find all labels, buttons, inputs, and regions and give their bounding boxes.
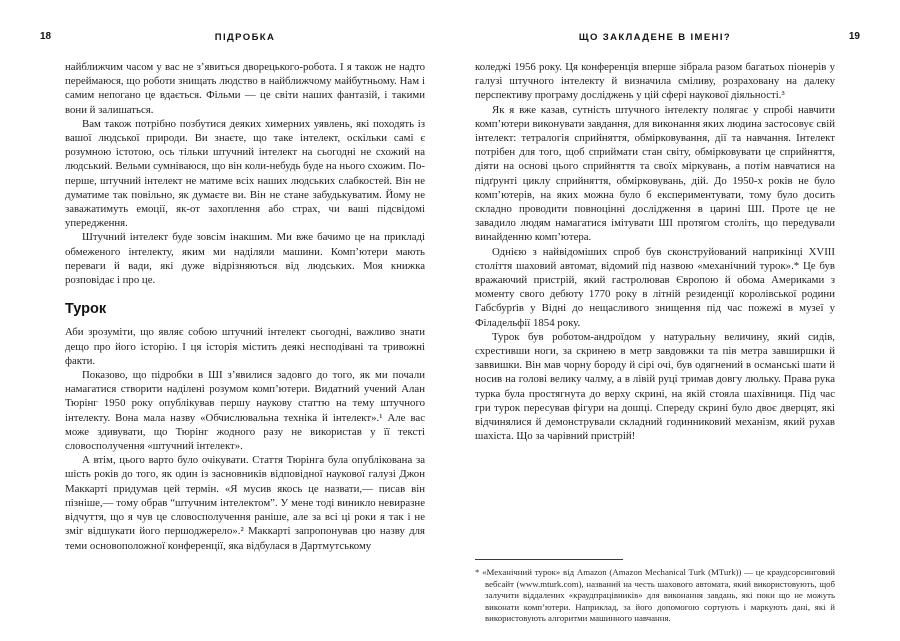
page-number-left: 18 xyxy=(40,31,52,42)
paragraph: А втім, цього варто було очікувати. Стаття Тюрінга була опублікована за шість років до того, як один із засновників відповідної наукової галузі Джон Маккарті придумав цей термін. «Я мусив якось це назвати,— писав він пізніше,— тому обрав “штучним інтелектом”. У мене тоді виникло невиразне відчуття, що я чув це словосполучення раніше, але за всі ці роки я так і не зміг відшукати його першоджерело».² Маккарті запропонував цю назву для теми основоположної конференції, яка відбулася в Дартмутському xyxy=(65,454,425,552)
paragraph: Як я вже казав, сутність штучного інтелекту полягає у спробі навчити комп’ютери виконувати завдання, для виконання яких людина застосовує свій інтелект: тетралогія сприйняття, обмірковування, дії та навчання. Інтелект потрібен для того, щоб сприймати стан світу, обмірковувати це сприйняття, діяти на основі цього сприйняття та своїх міркувань, а потім навчатися на підґрунті циклу сприйняття, обмірковувань, дій. До 1950-х років не було комп’ютерів, на яких можна було б експериментувати, тому було досить складно проводити повноцінні дослідження в царині ШІ. Проте це не завадило людям намагатися імітувати ШІ протягом століть, що передували винайденню комп’ютера. xyxy=(475,103,835,244)
paragraph: Штучний інтелект буде зовсім інакшим. Ми вже бачимо це на прикладі обмеженого інтелекту, яким ми наділяли машини. Комп’ютери мають переваги й вади, які дуже відрізняються від людських. Моя книжка розповідає і про це. xyxy=(65,231,425,287)
text-block-left xyxy=(65,60,425,553)
running-head-right: ЩО ЗАКЛАДЕНЕ В ІМЕНІ? xyxy=(578,32,732,43)
running-head-left: ПІДРОБКА xyxy=(214,32,276,43)
paragraph: найближчим часом у вас не з’явиться дворецького-робота. І я також не надто переймаюся, що роботи знищать людство в найближчому майбутньому. Нам і самим непогано це вдається. Фільми — це світи наших фантазій, і такими вони й залишаться. xyxy=(65,61,425,116)
footnote-block xyxy=(475,559,835,625)
page-number-right: 19 xyxy=(848,31,860,42)
text-block-right xyxy=(475,60,835,443)
page-right xyxy=(450,0,900,641)
paragraph: Аби зрозуміти, що являє собою штучний інтелект сьогодні, важливо знати дещо про його історію. І ця історія містить деякі несподівані та тривожні факти. xyxy=(65,326,425,367)
paragraph: Однією з найвідоміших спроб був сконструйований наприкінці XVIII століття шаховий автомат, відомий під назвою «механічний турок».* Це був вражаючий пристрій, який гастролював Європою й обома Америками з моменту свого дебюту 1770 року в літній резиденції королівської родини Габсбурґів у Відні до нещасливого знищення під час пожежі в музеї у Філадельфії 1854 року. xyxy=(475,245,835,329)
paragraph: коледжі 1956 року. Ця конференція вперше зібрала разом багатьох піонерів у галузі штучного інтелекту й визначила сміливу, розраховану на далеку перспективу програму досліджень у цій сфері наукової діяльності.³ xyxy=(475,61,835,102)
paragraph: Вам також потрібно позбутися деяких химерних уявлень, які походять із вашої людської природи. Ви знаєте, що таке інтелект, оскільки самі є розумною істотою, ось тільки штучний інтелект на сьогодні не схожий на людський. Вельми сумніваюся, що він коли-небудь буде на нього схожим. По-перше, штучний інтелект не матиме всіх наших людських слабкостей. Він не думатиме так повільно, як думаєте ви. Він не стане забудькуватим. Йому не заважатимуть емоції, як-от захоплення або страх, чи ваші підсвідомі упередження. xyxy=(65,117,425,230)
paragraph: Показово, що підробки в ШІ з’явилися задовго до того, як ми почали намагатися створити наділені розумом комп’ютери. Видатний учений Алан Тюрінг 1950 року опублікував першу наукову статтю на тему штучного інтелекту. Вона мала назву «Обчислювальна техніка й інтелект».¹ Але вас може здивувати, що Тюрінг жодного разу не використав у її тексті словосполучення «штучний інтелект». xyxy=(65,369,425,453)
footnote-text: * «Механічний турок» від Amazon (Amazon Mechanical Turk (MTurk)) — це краудсорсинговий вебсайт (www.mturk.com), названий на честь шахового автомата, який використовують, щоб залучити віддалених «краудпрацівників» для виконання завдань, які поки що не можуть виконати комп’ютери. Наприклад, за його допомогою сортують і маркують дані, які й використовують алгоритми машинного навчання. xyxy=(475,567,835,624)
section-heading: Турок xyxy=(65,301,107,318)
footnote-rule xyxy=(475,559,623,560)
paragraph: Турок був роботом-андроїдом у натуральну величину, який сидів, схрестивши ноги, за скринею в метр завдовжки та пів метра завширшки й заввишки. Він мав чорну бороду й сірі очі, був одягнений в османські шати й носив на голові велику чалму, а в лівій руці тримав довгу люльку. Права рука турка була простягнута до верху скрині, на якій стояла шахівниця. Під час гри турок пересував фігури на дошці. Спереду скрині було двоє дверцят, які відчинялися й демонстрували складний годинниковий механізм, який рухав шахіста. Що за чарівний пристрій! xyxy=(475,330,835,443)
